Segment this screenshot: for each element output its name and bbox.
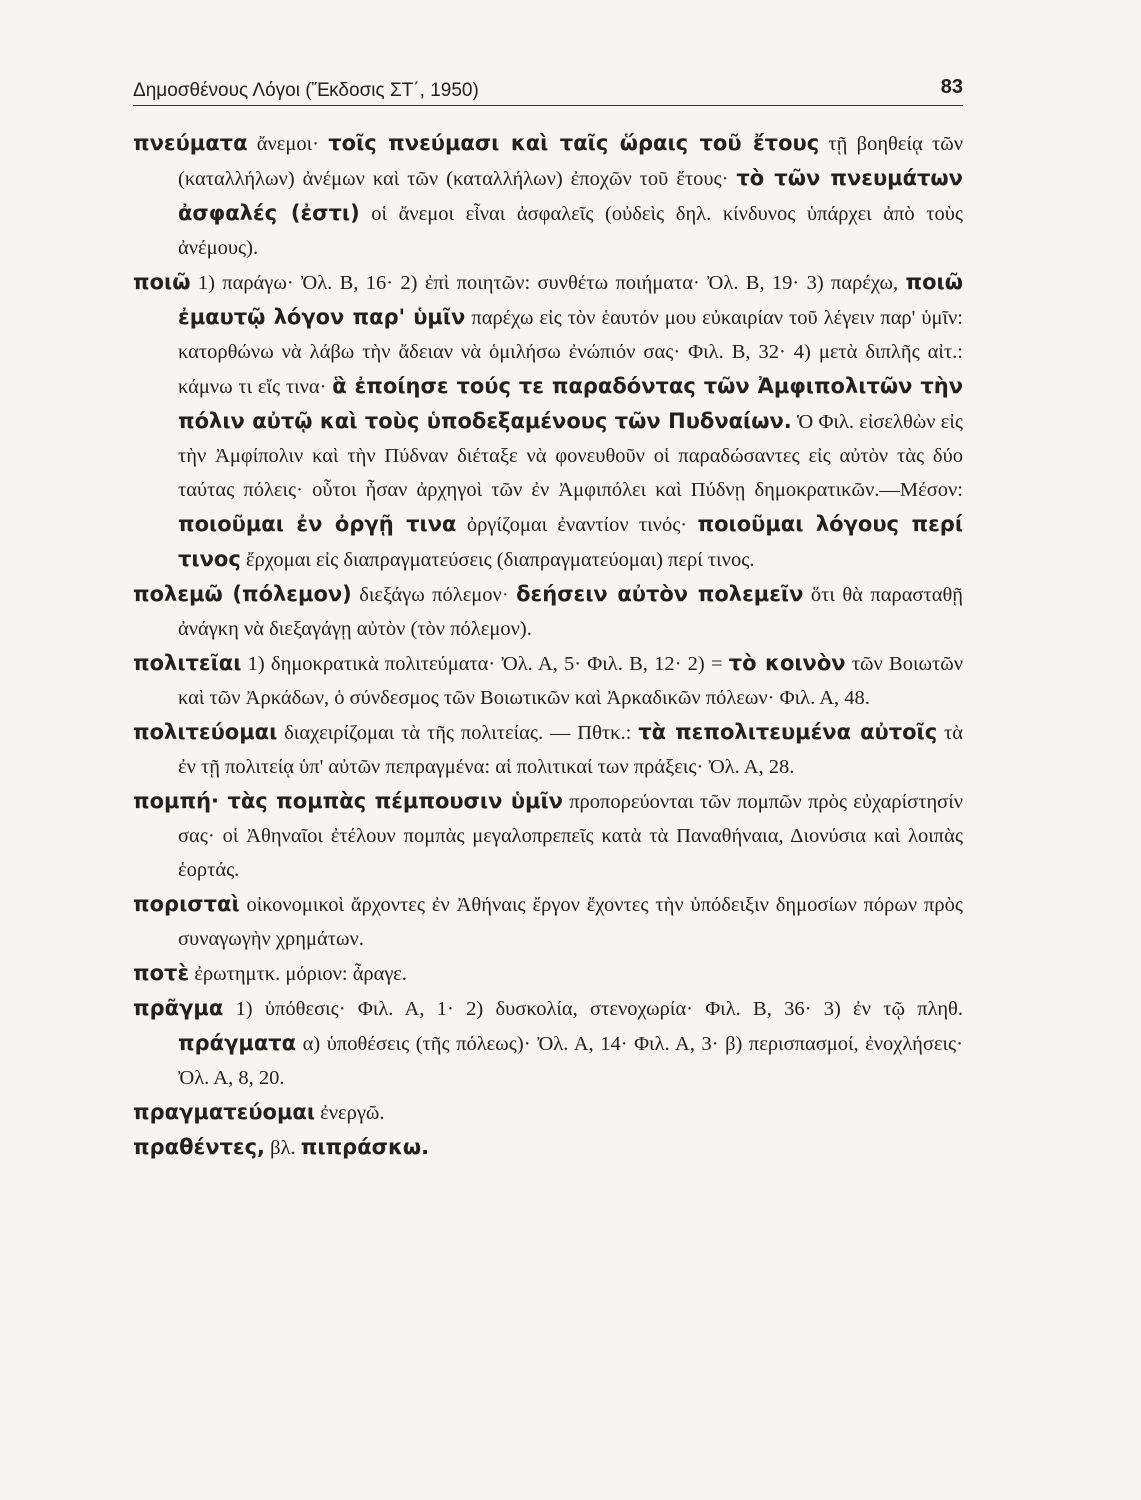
entry-definition: ὅτι θὰ παρασταθῇ ἀνάγκη νὰ διεξαγάγῃ αὐτὸν (τὸν πόλεμον). bbox=[178, 584, 964, 640]
entry-definition: τῶν Βοιωτῶν καὶ τῶν Ἀρκάδων, ὁ σύνδεσμος τῶν Βοιωτικῶν καὶ Ἀρκαδικῶν πόλεων· Φιλ. Α, 48. bbox=[178, 653, 963, 709]
entry-definition: οἰκονομικοὶ ἄρχοντες ἐν Ἀθήναις ἔργον ἔχοντες τὴν ὑπόδειξιν δημοσίων πόρων πρὸς συναγωγὴν χρημάτων. bbox=[178, 894, 963, 950]
entry-definition: ὀργίζομαι ἐναντίον τινός· bbox=[456, 514, 698, 536]
entry-phrase: δεήσειν αὐτὸν πολεμεῖν bbox=[516, 582, 804, 606]
entry-headword: πρᾶγμα bbox=[133, 996, 224, 1020]
entry-politeuomai bbox=[133, 715, 963, 784]
entry-definition: τὰ ἐν τῇ πολιτείᾳ ὑπ' αὐτῶν πεπραγμένα: αἱ πολιτικαί των πράξεις· Ὀλ. Α, 28. bbox=[178, 722, 964, 778]
entry-definition: α) ὑποθέσεις (τῆς πόλεως)· Ὀλ. Α, 14· Φιλ. Α, 3· β) περισπασμοί, ἐνοχλήσεις· Ὀλ. Α, 8, 20. bbox=[178, 1033, 963, 1089]
entry-phrase: ποιοῦμαι ἐν ὀργῇ τινα bbox=[178, 512, 457, 536]
entry-phrase: ποιῶ ἐμαυτῷ λόγον παρ' ὑμῖν bbox=[178, 270, 963, 329]
entry-definition: ἄνεμοι· bbox=[247, 133, 329, 155]
entry-headword: πραθέντες, bbox=[133, 1135, 266, 1159]
entry-definition: προπορεύονται τῶν πομπῶν πρὸς εὐχαρίστησίν σας· οἱ Ἀθηναῖοι ἐτέλουν πομπὰς μεγαλοπρεπεῖς κατὰ τὰ Παναθήναια, Διονύσια καὶ λοιπὰς ἑορτάς. bbox=[178, 791, 963, 881]
entry-definition: 1) δημοκρατικὰ πολιτεύματα· Ὀλ. Α, 5· Φιλ. Β, 12· 2) = bbox=[241, 653, 729, 675]
entry-headword: πομπή· τὰς πομπὰς πέμπουσιν ὑμῖν bbox=[133, 789, 563, 813]
entry-polemo bbox=[133, 577, 963, 646]
entry-headword: πραγματεύομαι bbox=[133, 1100, 316, 1124]
entry-definition: 1) ὑπόθεσις· Φιλ. Α, 1· 2) δυσκολία, στενοχωρία· Φιλ. Β, 36· 3) ἐν τῷ πληθ. bbox=[223, 998, 963, 1020]
entry-phrase: τὸ τῶν πνευμάτων ἀσφαλές (ἐστι) bbox=[178, 166, 963, 225]
entry-definition: διεξάγω πόλεμον· bbox=[351, 584, 517, 606]
entry-prathentes bbox=[133, 1130, 963, 1165]
entry-headword: ποτὲ bbox=[133, 961, 190, 985]
entry-pote bbox=[133, 956, 963, 991]
glossary-body bbox=[133, 126, 963, 1165]
entry-politeiai bbox=[133, 646, 963, 715]
header-rule bbox=[133, 105, 963, 106]
entry-pneumata bbox=[133, 126, 963, 265]
entry-phrase: τοῖς πνεύμασι καὶ ταῖς ὥραις τοῦ ἔτους bbox=[328, 131, 820, 155]
entry-phrase: τὸ κοινὸν bbox=[728, 651, 846, 675]
entry-phrase: ἃ ἐποίησε τούς τε παραδόντας τῶν Ἀμφιπολιτῶν τὴν πόλιν αὐτῷ καὶ τοὺς ὑποδεξαμένους τῶν Πυδναίων. bbox=[178, 374, 963, 433]
entry-phrase: πιπράσκω. bbox=[300, 1135, 430, 1159]
entry-definition: βλ. bbox=[265, 1137, 301, 1159]
entry-definition: 1) παράγω· Ὀλ. Β, 16· 2) ἐπὶ ποιητῶν: συνθέτω ποιήματα· Ὀλ. Β, 19· 3) παρέχω, bbox=[190, 272, 906, 294]
entry-definition: ἔρχομαι εἰς διαπραγματεύσεις (διαπραγματεύομαι) περί τινος. bbox=[240, 549, 755, 571]
entry-phrase: ποιοῦμαι λόγους περί τινος bbox=[178, 512, 964, 571]
entry-definition: οἱ ἄνεμοι εἶναι ἀσφαλεῖς (οὐδεὶς δηλ. κίνδυνος ὑπάρχει ἀπὸ τοὺς ἀνέμους). bbox=[178, 203, 963, 259]
entry-definition: ἐνεργῶ. bbox=[315, 1102, 385, 1124]
entry-definition: Ὁ Φιλ. εἰσελθὼν εἰς τὴν Ἀμφίπολιν καὶ τὴν Πύδναν διέταξε νὰ φονευθοῦν οἱ παραδώσαντες εἰς αὐτὸν τὰς δύο ταύτας πόλεις· οὗτοι ἦσαν ἀρχηγοὶ τῶν ἐν Ἀμφιπόλει καὶ Πύδνῃ δημοκρατικῶν.—Μέσον: bbox=[178, 411, 963, 501]
entry-definition: διαχειρίζομαι τὰ τῆς πολιτείας. — Πθτκ.: bbox=[277, 722, 639, 744]
entry-poio bbox=[133, 265, 963, 577]
entry-definition: τῇ βοηθείᾳ τῶν (καταλλήλων) ἀνέμων καὶ τῶν (καταλλήλων) ἐποχῶν τοῦ ἔτους· bbox=[178, 133, 963, 190]
entry-poristai bbox=[133, 887, 963, 956]
entry-headword: πολιτεύομαι bbox=[133, 720, 278, 744]
entry-definition: ἐρωτημτκ. μόριον: ἆραγε. bbox=[189, 963, 407, 985]
book-title: Δημοσθένους Λόγοι (Ἔκδοσις ΣΤ΄, 1950) bbox=[133, 80, 479, 101]
entry-headword: ποιῶ bbox=[133, 270, 191, 294]
entry-pragma bbox=[133, 991, 963, 1095]
entry-pompe bbox=[133, 784, 963, 887]
entry-headword: πορισταὶ bbox=[133, 892, 240, 916]
entry-pragmateuomai bbox=[133, 1095, 963, 1130]
entry-headword: πνεύματα bbox=[133, 131, 248, 155]
entry-phrase: πράγματα bbox=[178, 1031, 297, 1055]
entry-headword: πολιτεῖαι bbox=[133, 651, 242, 675]
running-header bbox=[133, 74, 963, 110]
entry-headword: πολεμῶ (πόλεμον) bbox=[133, 582, 352, 606]
page-number: 83 bbox=[940, 76, 963, 98]
entry-definition: παρέχω εἰς τὸν ἑαυτόν μου εὐκαιρίαν τοῦ λέγειν παρ' ὑμῖν: κατορθώνω νὰ λάβω τὴν ἄδειαν νὰ ὁμιλήσω ἐνώπιόν σας· Φιλ. Β, 32· 4) μετὰ διπλῆς αἰτ.: κάμνω τι εἴς τινα· bbox=[178, 307, 963, 398]
entry-phrase: τὰ πεπολιτευμένα αὐτοῖς bbox=[638, 720, 938, 744]
